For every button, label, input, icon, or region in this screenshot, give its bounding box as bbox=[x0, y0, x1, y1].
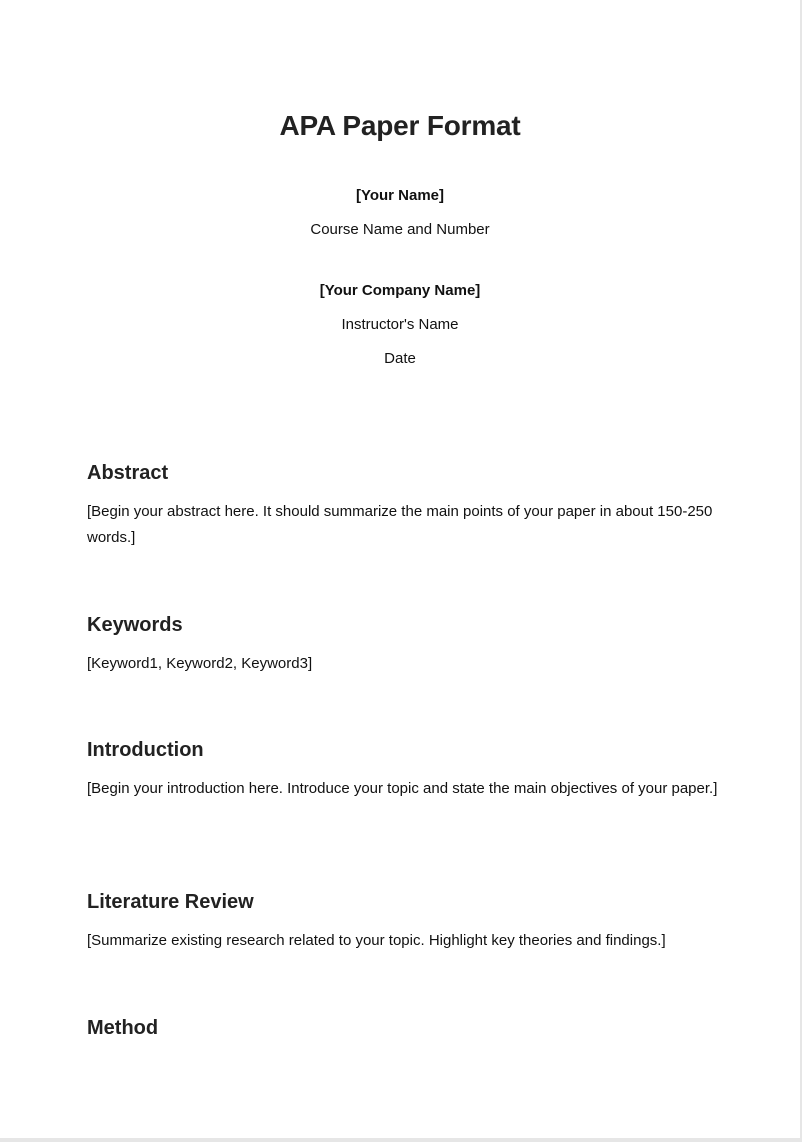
date-line: Date bbox=[384, 350, 416, 367]
section-abstract bbox=[87, 460, 727, 551]
section-body: [Summarize existing research related to your topic. Highlight key theories and findings.] bbox=[87, 932, 666, 949]
section-method bbox=[87, 1015, 727, 1041]
author-name: [Your Name] bbox=[355, 187, 445, 204]
section-body: [Begin your introduction here. Introduce your topic and state the main objectives of your paper.] bbox=[87, 780, 718, 797]
course-name: Course Name and Number bbox=[310, 221, 490, 238]
section-heading: Literature Review bbox=[87, 891, 254, 913]
page-title: APA Paper Format bbox=[279, 110, 521, 141]
section-body: [Keyword1, Keyword2, Keyword3] bbox=[87, 655, 313, 672]
section-literature-review bbox=[87, 889, 727, 954]
section-keywords bbox=[87, 612, 727, 677]
company-name: [Your Company Name] bbox=[319, 282, 481, 299]
section-body: [Begin your abstract here. It should summarize the main points of your paper in about 150-250 words.] bbox=[87, 503, 713, 546]
section-heading: Introduction bbox=[87, 739, 204, 761]
section-heading: Method bbox=[87, 1017, 159, 1039]
section-heading: Abstract bbox=[87, 462, 169, 484]
instructor-name: Instructor's Name bbox=[341, 316, 459, 333]
section-introduction bbox=[87, 737, 727, 802]
section-heading: Keywords bbox=[87, 614, 183, 636]
